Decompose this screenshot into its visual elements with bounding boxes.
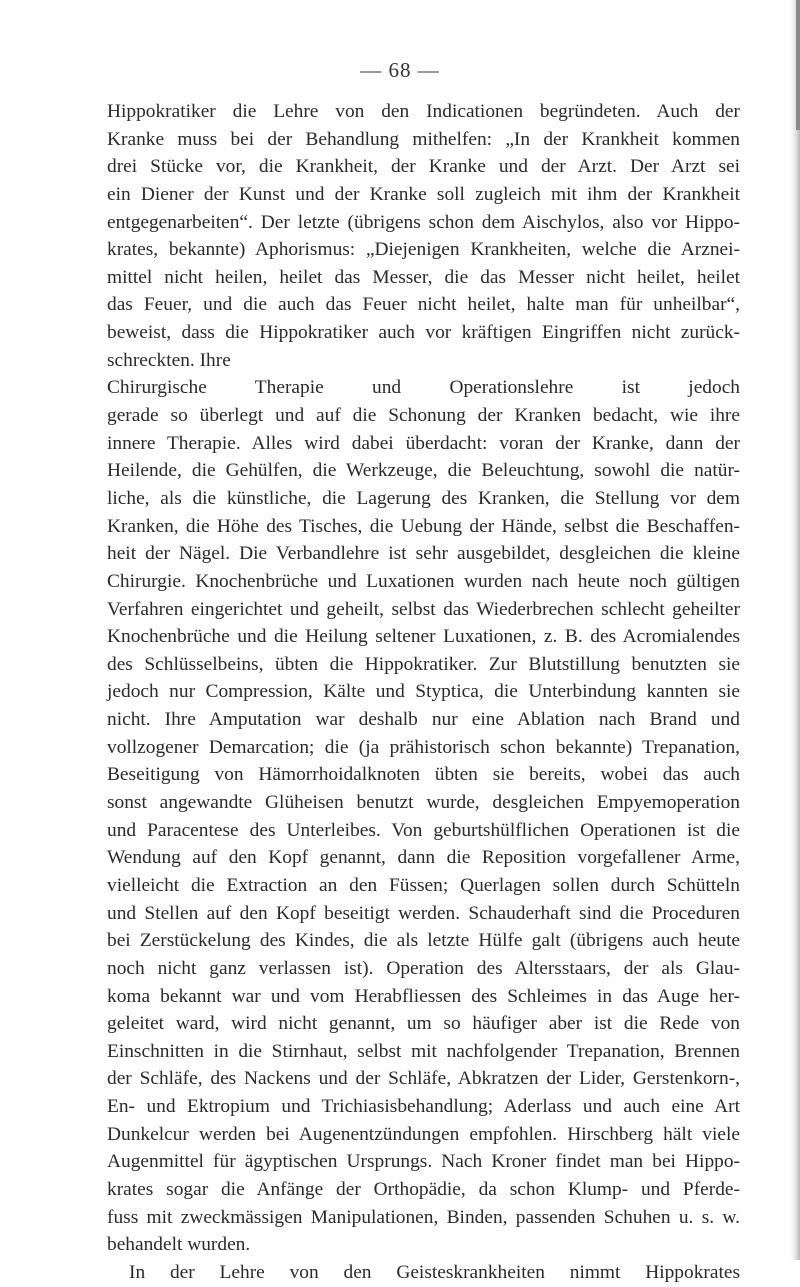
text-line: der Schläfe, des Nackens und der Schläfe, Abkratzen der Lider, Gerstenkorn-, — [107, 1068, 740, 1090]
text-line: krates, bekannte) Aphorismus: „Diejenigen Krankheiten, welche die Arznei- — [107, 239, 740, 261]
text-line: liche, als die künstliche, die Lagerung des Kranken, die Stellung vor dem — [107, 487, 740, 509]
text-line: Wendung auf den Kopf genannt, dann die Reposition vorgefallener Arme, — [107, 847, 740, 869]
text-line: Einschnitten in die Stirnhaut, selbst mit nachfolgender Trepanation, Brennen — [107, 1040, 740, 1062]
text-line: jedoch nur Compression, Kälte und Styptica, die Unterbindung kannten sie — [107, 681, 740, 703]
page-edge-shadow — [790, 0, 800, 1260]
text-line: geleitet ward, wird nicht genannt, um so häufiger aber ist die Rede von — [107, 1013, 740, 1035]
text-line: mittel nicht heilen, heilet das Messer, die das Messer nicht heilet, heilet — [107, 266, 740, 288]
text-line: behandelt wurden. — [107, 1234, 251, 1256]
text-line: innere Therapie. Alles wird dabei überdacht: voran der Kranke, dann der — [107, 432, 740, 454]
text-line: Hippokratiker die Lehre von den Indicationen begründeten. Auch der — [107, 101, 740, 122]
text-line: ein Diener der Kunst und der Kranke soll zugleich mit ihm der Krankheit — [107, 183, 740, 205]
text-line: vielleicht die Extraction an den Füssen; Querlagen sollen durch Schütteln — [107, 874, 740, 896]
text-line: Kranken, die Höhe des Tisches, die Uebung der Hände, selbst die Beschaffen- — [107, 515, 740, 537]
text-line: Heilende, die Gehülfen, die Werkzeuge, die Beleuchtung, sowohl die natür- — [107, 460, 740, 482]
text-line: Verfahren eingerichtet und geheilt, selbst das Wiederbrechen schlecht geheilter — [107, 598, 740, 620]
text-line: das Feuer, und die auch das Feuer nicht heilet, halte man für unheilbar“, — [107, 294, 740, 316]
text-line: Kranke muss bei der Behandlung mithelfen: „In der Krankheit kommen — [107, 128, 740, 150]
page-edge-dark-strip — [796, 0, 800, 130]
body-text — [107, 98, 740, 1287]
text-line: En- und Ektropium und Trichiasisbehandlung; Aderlass und auch eine Art — [107, 1096, 740, 1118]
text-line: krates sogar die Anfänge der Orthopädie, da schon Klump- und Pferde- — [107, 1178, 740, 1200]
text-line: Chirurgie. Knochenbrüche und Luxationen wurden nach heute noch gültigen — [107, 570, 740, 592]
text-line: Dunkelcur werden bei Augenentzündungen empfohlen. Hirschberg hält viele — [107, 1123, 740, 1145]
text-line: vollzogener Demarcation; die (ja prähistorisch schon bekannte) Trepanation, — [107, 736, 740, 758]
text-line: sonst angewandte Glüheisen benutzt wurde, desgleichen Empyemoperation — [107, 792, 740, 814]
text-line: koma bekannt war und vom Herabfliessen des Schleimes in das Auge her- — [107, 985, 740, 1007]
text-line: entgegenarbeiten“. Der letzte (übrigens schon dem Aischylos, also vor Hippo- — [107, 211, 740, 233]
text-line: beweist, dass die Hippokratiker auch vor kräftigen Eingriffen nicht zurück- — [107, 322, 740, 344]
text-line: des Schlüsselbeins, übten die Hippokratiker. Zur Blutstillung benutzten sie — [107, 653, 740, 675]
text-line: nicht. Ihre Amputation war deshalb nur eine Ablation nach Brand und — [107, 709, 740, 731]
text-line: und Paracentese des Unterleibes. Von geburtshülflichen Operationen ist die — [107, 819, 740, 841]
text-line: bei Zerstückelung des Kindes, die als letzte Hülfe galt (übrigens auch heute — [107, 930, 740, 952]
text-line: gerade so überlegt und auf die Schonung der Kranken bedacht, wie ihre — [107, 405, 740, 427]
section-heading-line: Chirurgische Therapie und Operationslehre ist jedoch — [107, 377, 740, 399]
text-line: Augenmittel für ägyptischen Ursprungs. Nach Kroner findet man bei Hippo- — [107, 1151, 740, 1173]
text-line: schreckten. Ihre — [107, 349, 231, 371]
page-number: — 68 — — [360, 58, 440, 82]
text-line: fuss mit zweckmässigen Manipulationen, Binden, passenden Schuhen u. s. w. — [107, 1206, 740, 1228]
text-line: noch nicht ganz verlassen ist). Operation des Altersstaars, der als Glau- — [107, 957, 740, 979]
text-line: drei Stücke vor, die Krankheit, der Kranke und der Arzt. Der Arzt sei — [107, 156, 740, 178]
text-line: heit der Nägel. Die Verbandlehre ist sehr ausgebildet, desgleichen die kleine — [107, 543, 740, 565]
text-line: Knochenbrüche und die Heilung seltener Luxationen, z. B. des Acromialendes — [107, 626, 740, 648]
text-line: und Stellen auf den Kopf beseitigt werden. Schauderhaft sind die Proceduren — [107, 902, 740, 924]
text-line: Beseitigung von Hämorrhoidalknoten übten sie bereits, wobei das auch — [107, 764, 740, 786]
text-line: In der Lehre von den Geisteskrankheiten nimmt Hippokrates — [129, 1261, 740, 1283]
